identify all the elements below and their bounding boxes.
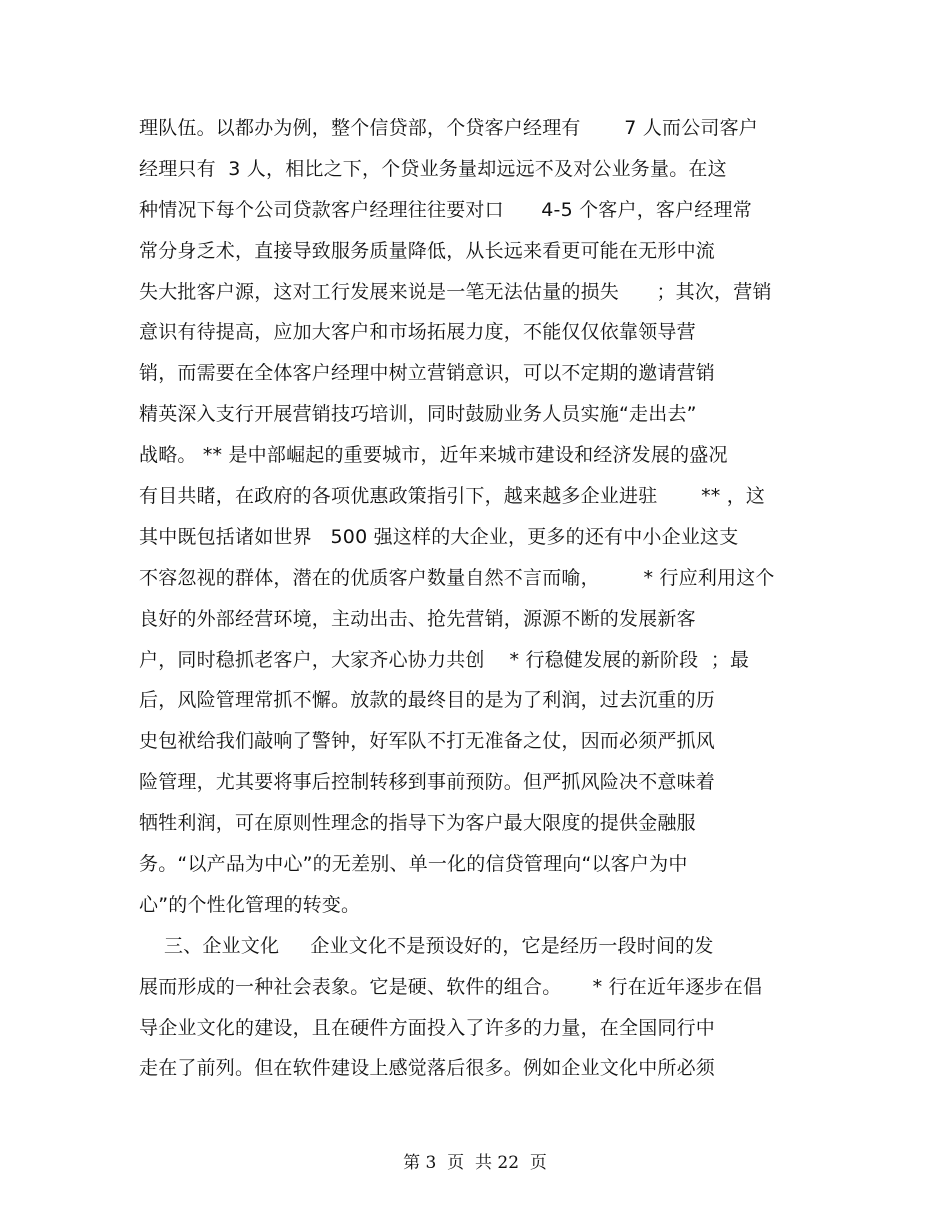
text-line: 失大批客户源，这对工行发展来说是一笔无法估量的损失 ；其次，营销 [139,280,772,303]
text-line: 务。“以产品为中心”的无差别、单一化的信贷管理向“以客户为中 [139,853,688,876]
text-line: 销，而需要在全体客户经理中树立营销意识，可以不定期的邀请营销 [139,362,716,385]
text-line: 展而形成的一种社会表象。它是硬、软件的组合。 * 行在近年逐步在倡 [139,975,763,998]
text-line: 牺牲利润，可在原则性理念的指导下为客户最大限度的提供金融服 [139,812,696,835]
text-line: 种情况下每个公司贷款客户经理往往要对口 4-5 个客户，客户经理常 [139,198,752,221]
text-line: 户，同时稳抓老客户，大家齐心协力共创 * 行稳健发展的新阶段 ；最 [139,648,750,671]
text-line: 理队伍。以都办为例，整个信贷部，个贷客户经理有 7 人而公司客户 [139,117,759,139]
text-line: 意识有待提高，应加大客户和市场拓展力度，不能仅仅依靠领导营 [139,321,696,344]
section-heading-line: 三、企业文化 企业文化不是预设好的，它是经历一段时间的发 [139,934,714,957]
page-footer: 第 3 页 共 22 页 [403,1153,547,1173]
text-line: 心”的个性化管理的转变。 [139,893,361,916]
text-line: 不容忽视的群体，潜在的优质客户数量自然不言而喻， * 行应利用这个 [139,566,775,589]
text-line: 有目共睹，在政府的各项优惠政策指引下，越来越多企业进驻 ** ，这 [139,485,766,508]
text-line: 经理只有 3 人，相比之下，个贷业务量却远远不及对公业务量。在这 [139,157,727,180]
text-line: 常分身乏术，直接导致服务质量降低，从长远来看更可能在无形中流 [139,239,716,262]
body-text [139,108,819,1089]
text-line: 走在了前列。但在软件建设上感觉落后很多。例如企业文化中所必须 [139,1057,716,1080]
text-line: 战略。 ** 是中部崛起的重要城市，近年来城市建设和经济发展的盛况 [139,444,728,467]
text-line: 良好的外部经营环境，主动出击、抢先营销，源源不断的发展新客 [139,607,696,630]
text-line: 险管理，尤其要将事后控制转移到事前预防。但严抓风险决不意味着 [139,771,716,794]
text-line: 导企业文化的建设，且在硬件方面投入了许多的力量，在全国同行中 [139,1016,716,1039]
text-line: 精英深入支行开展营销技巧培训，同时鼓励业务人员实施“走出去” [139,403,697,426]
text-line: 其中既包括诸如世界 500 强这样的大企业，更多的还有中小企业这支 [139,525,739,548]
text-line: 史包袱给我们敲响了警钟，好军队不打无准备之仗，因而必须严抓风 [139,730,716,753]
text-line: 后，风险管理常抓不懈。放款的最终目的是为了利润，过去沉重的历 [139,689,716,712]
